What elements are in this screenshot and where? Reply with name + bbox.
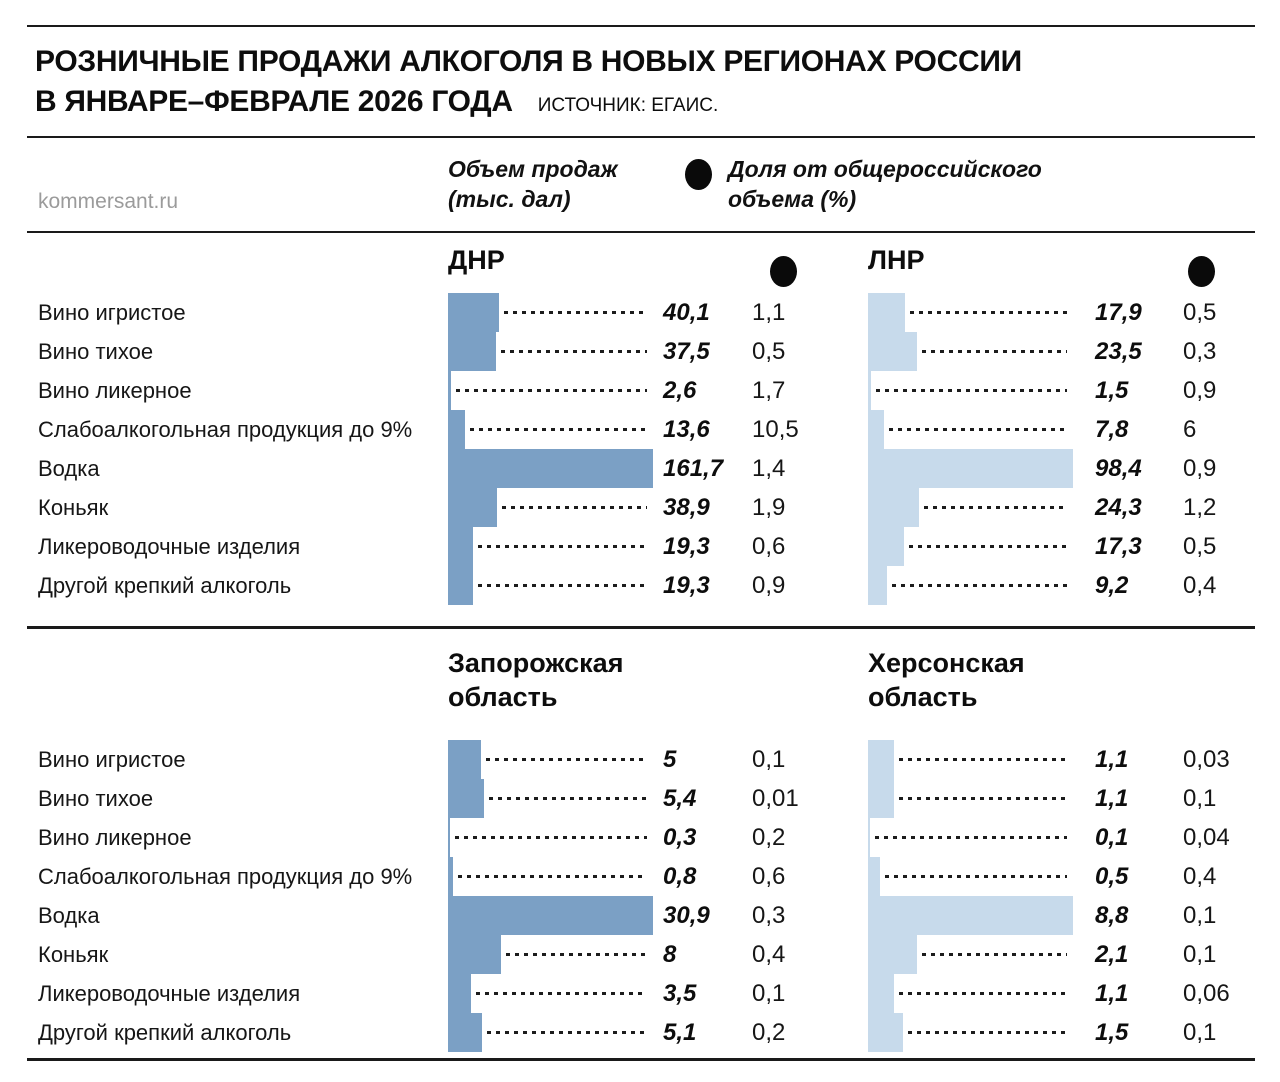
section-2-headers <box>0 629 1280 740</box>
leader-line <box>502 506 647 509</box>
volume-bar <box>448 974 471 1013</box>
chart-cell <box>868 896 1073 935</box>
chart-cell <box>868 410 1073 449</box>
category-label: Вино тихое <box>38 338 154 364</box>
category-label: Вино игристое <box>38 746 186 772</box>
volume-value: 13,6 <box>663 415 710 443</box>
data-row <box>0 818 1280 857</box>
share-value: 0,1 <box>1183 901 1217 929</box>
volume-value: 5,1 <box>663 1018 697 1046</box>
volume-bar <box>868 527 904 566</box>
chart-cell <box>448 332 653 371</box>
volume-value: 1,5 <box>1095 1018 1129 1046</box>
data-row <box>0 566 1280 605</box>
leader-line <box>506 953 647 956</box>
category-label: Слабоалкогольная продукция до 9% <box>38 416 413 442</box>
volume-bar <box>868 818 870 857</box>
share-value: 0,5 <box>752 337 786 365</box>
volume-bar <box>868 857 880 896</box>
chart-cell <box>868 779 1073 818</box>
volume-value: 40,1 <box>663 298 710 326</box>
share-circle-icon <box>685 159 712 190</box>
data-row <box>0 332 1280 371</box>
chart-cell <box>448 566 653 605</box>
chart-cell <box>448 818 653 857</box>
category-label: Ликероводочные изделия <box>38 980 301 1006</box>
brand-logo: kommersant.ru <box>38 190 179 213</box>
share-value: 0,06 <box>1183 979 1230 1007</box>
leader-line <box>922 953 1067 956</box>
leader-line <box>456 389 647 392</box>
share-value: 0,9 <box>1183 454 1217 482</box>
share-value: 0,1 <box>752 979 786 1007</box>
chart-cell <box>868 566 1073 605</box>
volume-value: 24,3 <box>1095 493 1142 521</box>
share-value: 0,1 <box>1183 784 1217 812</box>
category-label: Водка <box>38 902 100 928</box>
region-name-kherson: Херсонская область <box>868 648 1025 712</box>
chart-cell <box>868 857 1073 896</box>
source-note: ИСТОЧНИК: ЕГАИС. <box>537 95 719 116</box>
volume-bar <box>868 1013 903 1052</box>
volume-swatch-light-icon <box>383 156 427 207</box>
category-label: Вино ликерное <box>38 824 192 850</box>
chart-cell <box>448 779 653 818</box>
chart-cell <box>448 293 653 332</box>
leader-line <box>892 584 1067 587</box>
volume-bar <box>448 935 501 974</box>
region-name-zaporozhye: Запорожская область <box>448 648 624 712</box>
chart-cell <box>868 488 1073 527</box>
volume-value: 0,3 <box>663 823 697 851</box>
leader-line <box>455 836 647 839</box>
share-value: 0,1 <box>1183 1018 1217 1046</box>
category-label: Другой крепкий алкоголь <box>38 572 292 598</box>
volume-value: 1,1 <box>1095 979 1129 1007</box>
legend <box>0 138 1280 231</box>
share-circle-icon <box>1188 256 1215 287</box>
data-row <box>0 449 1280 488</box>
chart-cell <box>868 449 1073 488</box>
volume-bar <box>868 740 894 779</box>
volume-bar <box>448 818 450 857</box>
share-value: 6 <box>1183 415 1197 443</box>
leader-line <box>899 992 1067 995</box>
share-value: 1,9 <box>752 493 786 521</box>
page-title <box>35 42 1255 126</box>
share-value: 0,5 <box>1183 532 1217 560</box>
leader-line <box>501 350 648 353</box>
section-2-rows <box>0 740 1280 1052</box>
volume-bar <box>868 974 894 1013</box>
volume-value: 3,5 <box>663 979 697 1007</box>
leader-line <box>487 1031 647 1034</box>
data-row <box>0 293 1280 332</box>
chart-cell <box>868 371 1073 410</box>
share-value: 10,5 <box>752 415 799 443</box>
volume-bar <box>448 779 484 818</box>
volume-value: 161,7 <box>663 454 724 482</box>
chart-cell <box>868 740 1073 779</box>
share-value: 0,6 <box>752 862 786 890</box>
chart-cell <box>448 857 653 896</box>
category-label: Другой крепкий алкоголь <box>38 1019 292 1045</box>
volume-value: 5 <box>663 745 677 773</box>
volume-bar <box>868 935 917 974</box>
volume-swatch-dark-icon <box>339 156 383 207</box>
volume-value: 17,9 <box>1095 298 1142 326</box>
share-value: 0,1 <box>752 745 786 773</box>
volume-value: 30,9 <box>663 901 710 929</box>
chart-cell <box>868 935 1073 974</box>
chart-cell <box>868 332 1073 371</box>
volume-bar <box>448 896 653 935</box>
leader-line <box>924 506 1067 509</box>
leader-line <box>889 428 1067 431</box>
volume-bar <box>868 566 887 605</box>
chart-cell <box>868 818 1073 857</box>
volume-value: 8,8 <box>1095 901 1129 929</box>
section-1-headers <box>0 233 1280 293</box>
chart-cell <box>448 488 653 527</box>
volume-bar <box>868 332 917 371</box>
volume-bar <box>448 449 653 488</box>
chart-cell <box>448 896 653 935</box>
legend-swatches <box>339 156 427 207</box>
share-value: 0,3 <box>752 901 786 929</box>
title-line-2: В ЯНВАРЕ–ФЕВРАЛЕ 2026 ГОДА <box>35 85 513 118</box>
leader-line <box>899 758 1067 761</box>
volume-bar <box>448 488 497 527</box>
share-value: 0,2 <box>752 823 786 851</box>
chart-cell <box>868 527 1073 566</box>
data-row <box>0 740 1280 779</box>
leader-line <box>876 389 1067 392</box>
volume-value: 9,2 <box>1095 571 1129 599</box>
volume-value: 19,3 <box>663 532 710 560</box>
title-line-1: РОЗНИЧНЫЕ ПРОДАЖИ АЛКОГОЛЯ В НОВЫХ РЕГИОНАХ РОССИИ <box>35 45 1022 78</box>
top-divider <box>27 25 1255 27</box>
volume-bar <box>448 332 496 371</box>
share-value: 0,4 <box>1183 862 1217 890</box>
volume-bar <box>868 896 1073 935</box>
volume-value: 98,4 <box>1095 454 1142 482</box>
category-label: Слабоалкогольная продукция до 9% <box>38 863 413 889</box>
volume-value: 0,8 <box>663 862 697 890</box>
share-value: 1,4 <box>752 454 786 482</box>
volume-bar <box>868 488 919 527</box>
volume-bar <box>448 566 473 605</box>
volume-bar <box>868 293 905 332</box>
chart-cell <box>448 449 653 488</box>
data-row <box>0 371 1280 410</box>
data-row <box>0 779 1280 818</box>
leader-line <box>478 584 648 587</box>
leader-line <box>899 797 1067 800</box>
leader-line <box>504 311 647 314</box>
share-value: 0,2 <box>752 1018 786 1046</box>
category-label: Вино ликерное <box>38 377 192 403</box>
volume-bar <box>868 449 1073 488</box>
leader-line <box>908 1031 1067 1034</box>
leader-line <box>476 992 647 995</box>
volume-bar <box>448 293 499 332</box>
data-row <box>0 410 1280 449</box>
leader-line <box>922 350 1067 353</box>
data-row <box>0 974 1280 1013</box>
volume-bar <box>448 527 473 566</box>
volume-value: 0,1 <box>1095 823 1129 851</box>
share-value: 0,4 <box>752 940 786 968</box>
volume-bar <box>868 371 871 410</box>
data-row <box>0 935 1280 974</box>
share-value: 0,5 <box>1183 298 1217 326</box>
volume-value: 19,3 <box>663 571 710 599</box>
legend-volume-label: Объем продаж (тыс. дал) <box>448 156 618 212</box>
share-value: 0,04 <box>1183 823 1230 851</box>
volume-value: 8 <box>663 940 677 968</box>
share-value: 1,7 <box>752 376 786 404</box>
leader-line <box>489 797 647 800</box>
volume-bar <box>448 1013 482 1052</box>
leader-line <box>478 545 648 548</box>
leader-line <box>909 545 1067 548</box>
legend-share-label: Доля от общероссийского объема (%) <box>728 156 1042 212</box>
share-value: 0,1 <box>1183 940 1217 968</box>
volume-bar <box>448 371 451 410</box>
chart-cell <box>868 293 1073 332</box>
chart-cell <box>448 410 653 449</box>
volume-value: 5,4 <box>663 784 697 812</box>
share-value: 1,2 <box>1183 493 1217 521</box>
chart-cell <box>448 371 653 410</box>
chart-cell <box>448 1013 653 1052</box>
section-1-rows <box>0 293 1280 605</box>
chart-cell <box>448 527 653 566</box>
share-value: 0,9 <box>1183 376 1217 404</box>
volume-value: 38,9 <box>663 493 710 521</box>
region-name-lnr: ЛНР <box>868 245 925 275</box>
chart-cell <box>448 974 653 1013</box>
volume-bar <box>448 410 465 449</box>
volume-value: 0,5 <box>1095 862 1129 890</box>
volume-value: 1,1 <box>1095 745 1129 773</box>
volume-value: 2,1 <box>1095 940 1129 968</box>
leader-line <box>885 875 1067 878</box>
share-value: 0,01 <box>752 784 799 812</box>
volume-bar <box>868 410 884 449</box>
share-value: 0,3 <box>1183 337 1217 365</box>
data-row <box>0 488 1280 527</box>
share-value: 1,1 <box>752 298 786 326</box>
category-label: Ликероводочные изделия <box>38 533 301 559</box>
share-circle-icon <box>770 256 797 287</box>
chart-cell <box>868 1013 1073 1052</box>
volume-value: 2,6 <box>663 376 697 404</box>
bottom-divider <box>27 1058 1255 1061</box>
leader-line <box>486 758 647 761</box>
category-label: Водка <box>38 455 100 481</box>
volume-bar <box>868 779 894 818</box>
data-row <box>0 896 1280 935</box>
share-value: 0,6 <box>752 532 786 560</box>
leader-line <box>910 311 1067 314</box>
data-row <box>0 527 1280 566</box>
chart-cell <box>868 974 1073 1013</box>
category-label: Вино тихое <box>38 785 154 811</box>
share-value: 0,9 <box>752 571 786 599</box>
category-label: Коньяк <box>38 494 109 520</box>
region-name-dnr: ДНР <box>448 245 505 275</box>
data-row <box>0 857 1280 896</box>
leader-line <box>470 428 647 431</box>
volume-value: 17,3 <box>1095 532 1142 560</box>
volume-value: 1,5 <box>1095 376 1129 404</box>
chart-cell <box>448 935 653 974</box>
category-label: Коньяк <box>38 941 109 967</box>
volume-value: 7,8 <box>1095 415 1129 443</box>
volume-value: 1,1 <box>1095 784 1129 812</box>
category-label: Вино игристое <box>38 299 186 325</box>
chart-cell <box>448 740 653 779</box>
leader-line <box>875 836 1067 839</box>
volume-bar <box>448 740 481 779</box>
leader-line <box>458 875 647 878</box>
volume-bar <box>448 857 453 896</box>
share-value: 0,4 <box>1183 571 1217 599</box>
share-value: 0,03 <box>1183 745 1230 773</box>
volume-value: 37,5 <box>663 337 710 365</box>
volume-value: 23,5 <box>1095 337 1142 365</box>
data-row <box>0 1013 1280 1052</box>
